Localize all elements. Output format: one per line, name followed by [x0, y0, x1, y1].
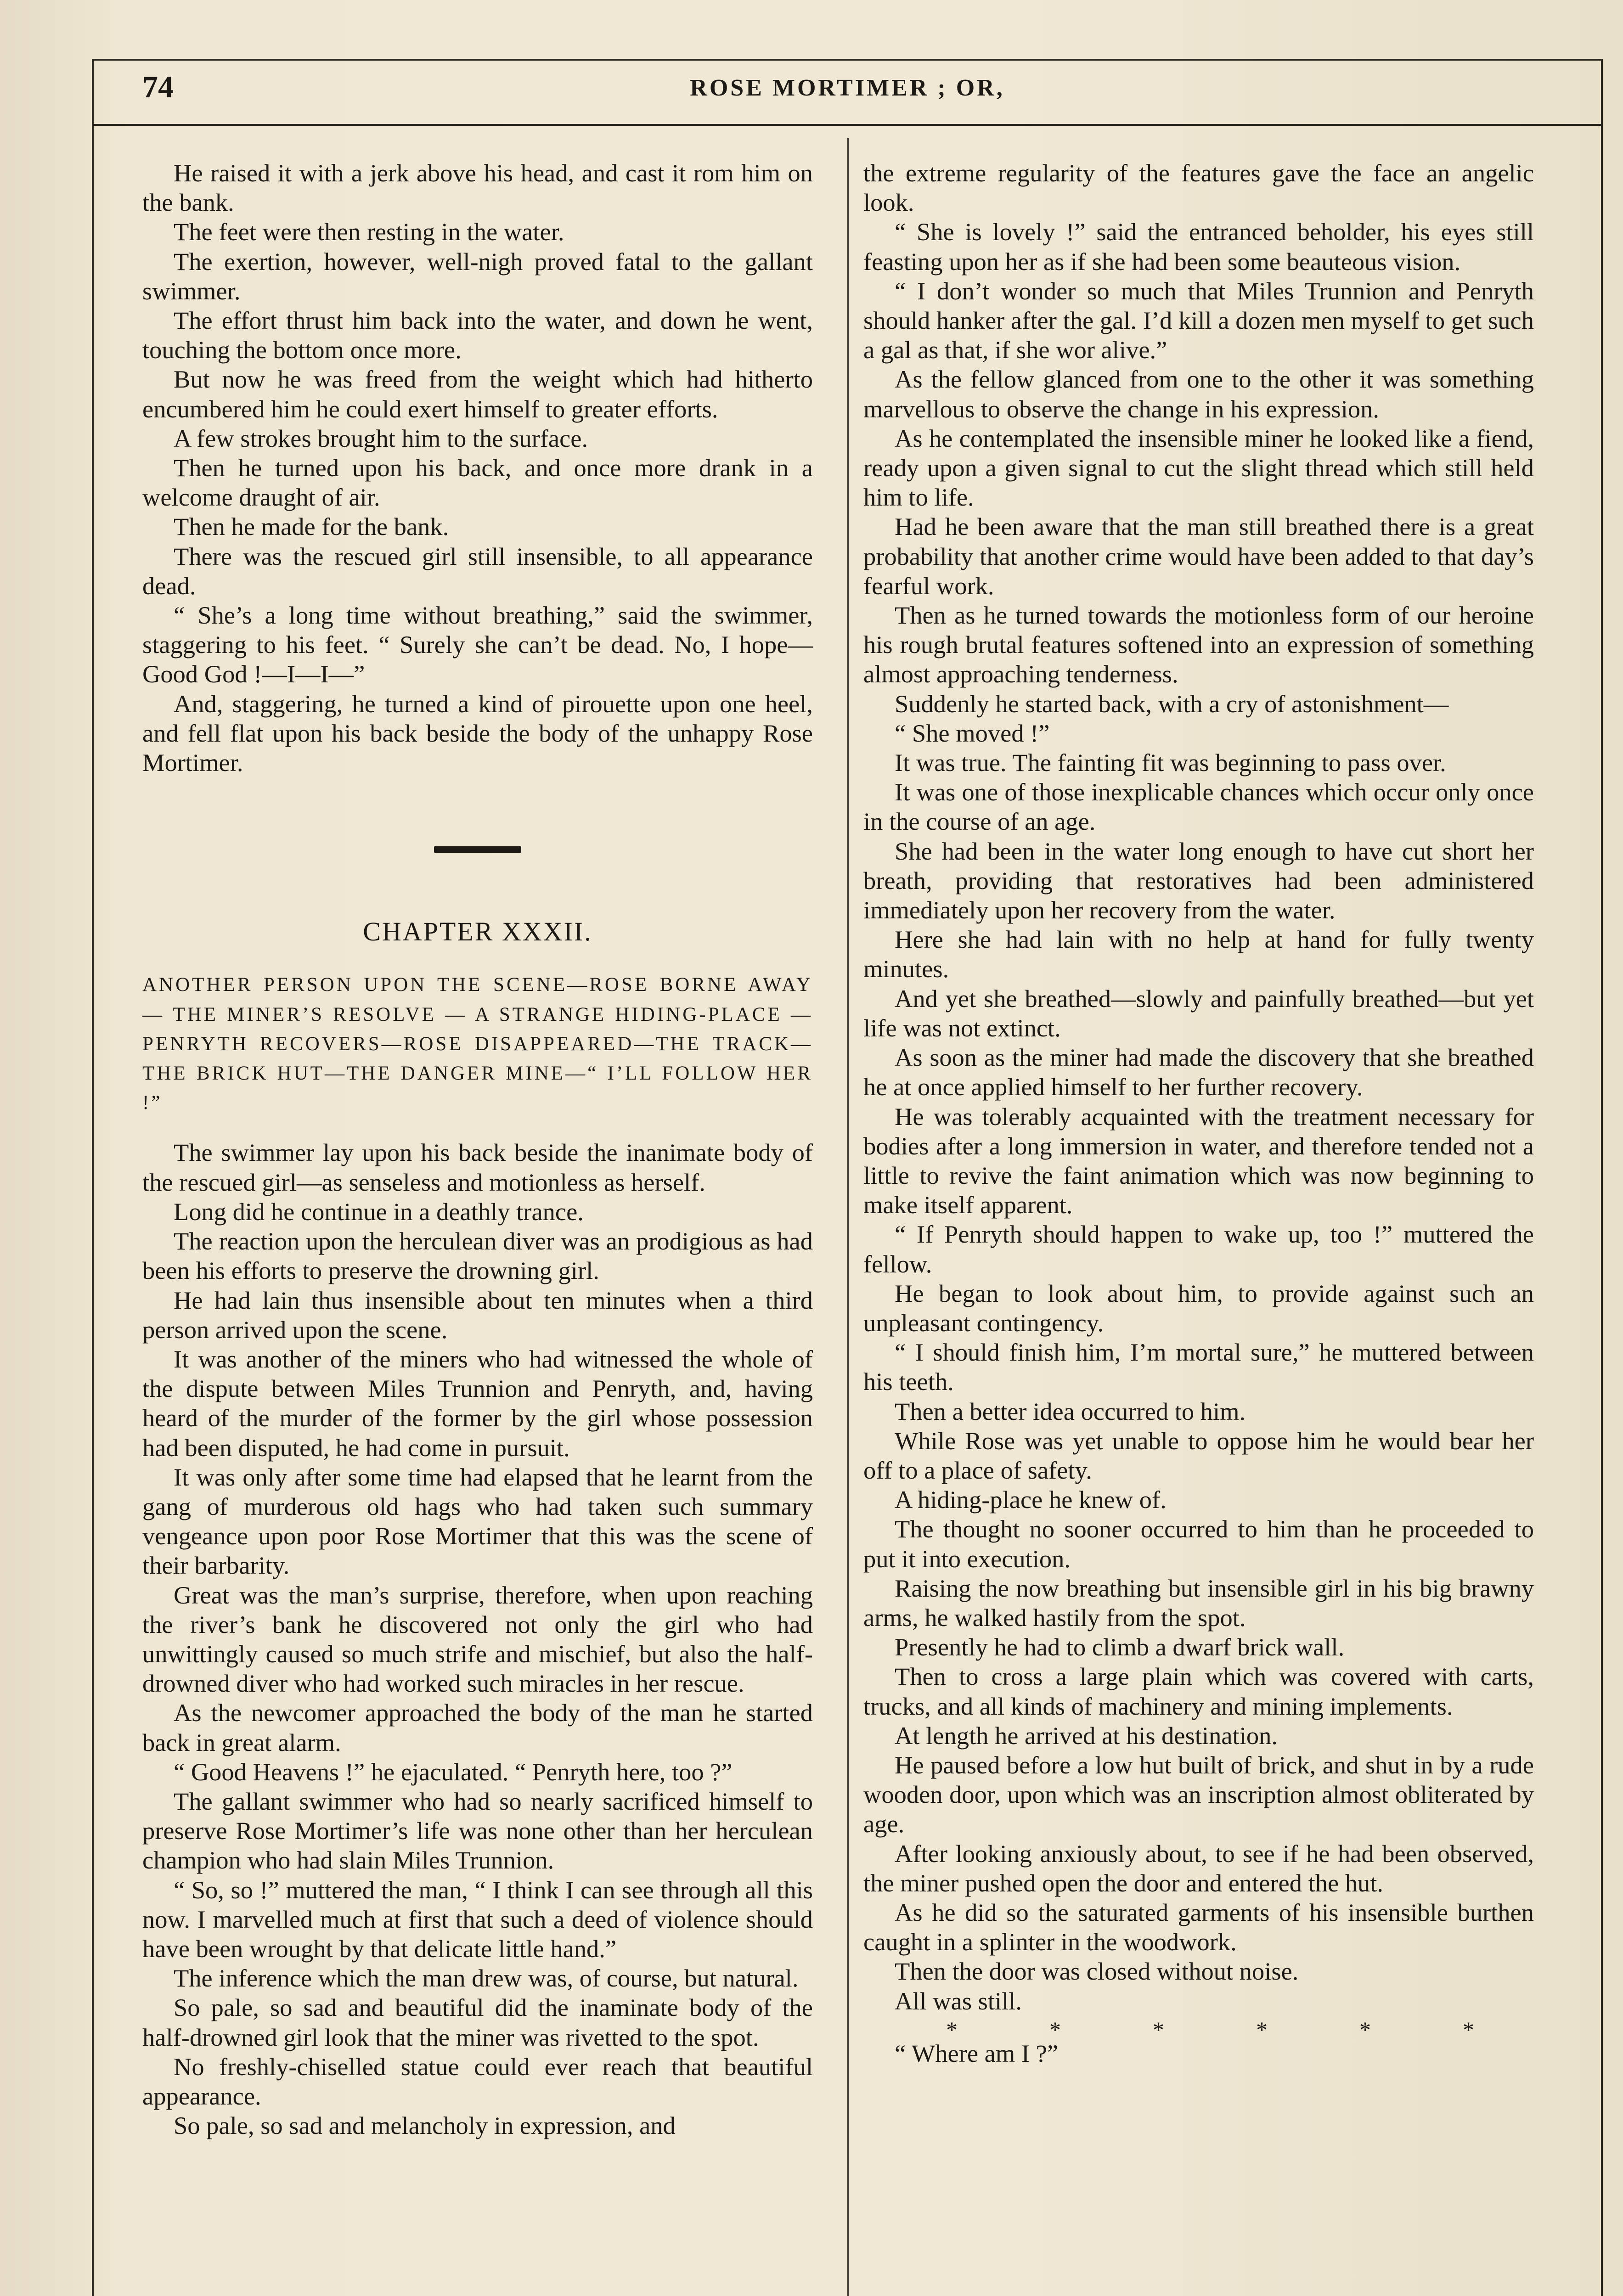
- paragraph: “ Good Heavens !” he ejaculated. “ Penryth here, too ?”: [174, 1757, 733, 1786]
- paragraph: Raising the now breathing but insensible girl in his big brawny arms, he walked hastily from the spot.: [863, 1574, 1534, 1632]
- paragraph: It was only after some time had elapsed that he learnt from the gang of murderous old hags who had taken such summary vengeance upon poor Rose Mortimer that this was the scene of their barbarity.: [142, 1463, 813, 1580]
- continued-paragraph: the extreme regularity of the features gave the face an angelic look.: [863, 159, 1534, 217]
- left-paragraphs-before: [142, 158, 813, 777]
- star-glyph: *: [1153, 2016, 1164, 2043]
- paragraph: The gallant swimmer who had so nearly sacrificed himself to preserve Rose Mortimer’s life was none other than her herculean champion who had slain Miles Trunnion.: [142, 1787, 813, 1874]
- paragraph: The swimmer lay upon his back beside the inanimate body of the rescued girl—as senseless and motionless as herself.: [142, 1138, 813, 1196]
- left-column: [142, 158, 813, 2140]
- paragraph: He raised it with a jerk above his head, and cast it rom him on the bank.: [142, 159, 813, 217]
- paragraph: He was tolerably acquainted with the treatment necessary for bodies after a long immersion in water, and therefore tended not a little to revive the faint animation which was now beginning to make itself apparent.: [863, 1102, 1534, 1219]
- paragraph: She had been in the water long enough to have cut short her breath, providing that restoratives had been administered immediately upon her recovery from the water.: [863, 837, 1534, 924]
- paragraph: Then he turned upon his back, and once more drank in a welcome draught of air.: [142, 454, 813, 512]
- paragraph: Then the door was closed without noise.: [895, 1957, 1299, 1986]
- paragraph: “ So, so !” muttered the man, “ I think I can see through all this now. I marvelled much at first that such a deed of violence should have been wrought by that delicate little hand.”: [142, 1875, 813, 1963]
- paragraph: It was true. The fainting fit was beginning to pass over.: [895, 748, 1446, 777]
- running-head: ROSE MORTIMER ; OR,: [690, 75, 1005, 101]
- paragraph: “ I don’t wonder so much that Miles Trunnion and Penryth should hanker after the gal. I’d kill a dozen men myself to get such a gal as that, if she wor alive.”: [863, 276, 1534, 364]
- paragraph: He paused before a low hut built of brick, and shut in by a rude wooden door, upon which was an inscription almost obliterated by age.: [863, 1750, 1534, 1838]
- header-rule: [92, 124, 1603, 126]
- column-divider: [847, 138, 849, 2296]
- paragraph: The exertion, however, well-nigh proved fatal to the gallant swimmer.: [142, 247, 813, 305]
- paragraph: As the fellow glanced from one to the other it was something marvellous to observe the change in his expression.: [863, 365, 1534, 423]
- star-glyph: *: [1463, 2016, 1474, 2043]
- paragraph: Had he been aware that the man still breathed there is a great probability that another crime would have been added to that day’s fearful work.: [863, 512, 1534, 600]
- section-break-stars: [863, 2016, 1534, 2043]
- page-header: [92, 64, 1603, 115]
- paragraph: The thought no sooner occurred to him than he proceeded to put it into execution.: [863, 1515, 1534, 1573]
- paragraph: At length he arrived at his destination.: [895, 1721, 1278, 1750]
- paragraph: A hiding-place he knew of.: [895, 1486, 1167, 1514]
- paragraph: Long did he continue in a deathly trance.: [174, 1197, 584, 1226]
- chapter-title: CHAPTER XXXII.: [363, 917, 592, 947]
- paragraph: “ She is lovely !” said the entranced beholder, his eyes still feasting upon her as if she had been some beauteous vision.: [863, 218, 1534, 276]
- paragraph: There was the rescued girl still insensible, to all appearance dead.: [142, 542, 813, 600]
- paragraph: So pale, so sad and beautiful did the inaminate body of the half-drowned girl look that the miner was rivetted to the spot.: [142, 1993, 813, 2051]
- paragraph: And, staggering, he turned a kind of pirouette upon one heel, and fell flat upon his back beside the body of the unhappy Rose Mortimer.: [142, 689, 813, 777]
- paragraph: As the newcomer approached the body of the man he started back in great alarm.: [142, 1699, 813, 1756]
- section-separator: [434, 846, 521, 853]
- paragraph: As he contemplated the insensible miner he looked like a fiend, ready upon a given signal to cut the slight thread which still held him to life.: [863, 424, 1534, 512]
- paragraph: The feet were then resting in the water.: [174, 218, 564, 246]
- page-number: 74: [142, 69, 174, 104]
- paragraph: Then as he turned towards the motionless form of our heroine his rough brutal features softened into an expression of something almost approaching tenderness.: [863, 601, 1534, 688]
- paragraph: The reaction upon the herculean diver was an prodigious as had been his efforts to preserve the drowning girl.: [142, 1227, 813, 1285]
- paragraph: “ If Penryth should happen to wake up, too !” muttered the fellow.: [863, 1220, 1534, 1278]
- paragraph: As soon as the miner had made the discovery that she breathed he at once applied himself to her further recovery.: [863, 1043, 1534, 1101]
- paragraph: Presently he had to climb a dwarf brick wall.: [895, 1633, 1345, 1661]
- star-glyph: *: [946, 2016, 958, 2043]
- paragraph: No freshly-chiselled statue could ever reach that beautiful appearance.: [142, 2052, 813, 2110]
- paragraph: The effort thrust him back into the water, and down he went, touching the bottom once more.: [142, 306, 813, 364]
- paragraph: Great was the man’s surprise, therefore, when upon reaching the river’s bank he discovered not only the girl who had unwittingly caused so much strife and mischief, but also the half-drowned diver who had worked such miracles in her rescue.: [142, 1581, 813, 1698]
- paragraph: It was another of the miners who had witnessed the whole of the dispute between Miles Trunnion and Penryth, and, having heard of the murder of the former by the girl whose possession had been disputed, he had come in pursuit.: [142, 1345, 813, 1462]
- paragraph: “ I should finish him, I’m mortal sure,” he muttered between his teeth.: [863, 1338, 1534, 1396]
- paragraph: And yet she breathed—slowly and painfully breathed—but yet life was not extinct.: [863, 984, 1534, 1042]
- paragraph: Suddenly he started back, with a cry of astonishment—: [895, 689, 1449, 718]
- paragraph: As he did so the saturated garments of his insensible burthen caught in a splinter in the woodwork.: [863, 1898, 1534, 1956]
- paragraph: So pale, so sad and melancholy in expression, and: [174, 2111, 676, 2140]
- paragraph: Then to cross a large plain which was covered with carts, trucks, and all kinds of machinery and mining implements.: [863, 1662, 1534, 1720]
- paragraph: Then a better idea occurred to him.: [895, 1397, 1246, 1425]
- star-glyph: *: [1359, 2016, 1371, 2043]
- paragraph: While Rose was yet unable to oppose him he would bear her off to a place of safety.: [863, 1426, 1534, 1484]
- paragraph: It was one of those inexplicable chances which occur only once in the course of an age.: [863, 778, 1534, 836]
- paragraph: “ She’s a long time without breathing,” said the swimmer, staggering to his feet. “ Surely she can’t be dead. No, I hope—Good God !—I—I—”: [142, 601, 813, 688]
- right-column: [863, 158, 1534, 2068]
- left-paragraphs-after: [142, 1138, 813, 2140]
- closing-line: “ Where am I ?”: [895, 2039, 1059, 2067]
- paragraph: A few strokes brought him to the surface.: [174, 424, 588, 452]
- paragraph: Here she had lain with no help at hand for fully twenty minutes.: [863, 925, 1534, 983]
- right-paragraphs: [863, 217, 1534, 2015]
- paragraph: Then he made for the bank.: [174, 512, 449, 541]
- star-glyph: *: [1256, 2016, 1268, 2043]
- paragraph: He began to look about him, to provide against such an unpleasant contingency.: [863, 1279, 1534, 1337]
- paragraph: All was still.: [895, 1986, 1022, 2015]
- paragraph: He had lain thus insensible about ten minutes when a third person arrived upon the scene.: [142, 1286, 813, 1344]
- paragraph: After looking anxiously about, to see if he had been observed, the miner pushed open the door and entered the hut.: [863, 1839, 1534, 1897]
- chapter-synopsis: ANOTHER PERSON UPON THE SCENE—ROSE BORNE AWAY — THE MINER’S RESOLVE — A STRANGE HIDING-PLACE — PENRYTH RECOVERS—ROSE DISAPPEARED—THE TRACK—THE BRICK HUT—THE DANGER MINE—“ I’LL FOLLOW HER !”: [142, 974, 813, 1114]
- paragraph: But now he was freed from the weight which had hitherto encumbered him he could exert himself to greater efforts.: [142, 365, 813, 423]
- paragraph: The inference which the man drew was, of course, but natural.: [174, 1964, 799, 1992]
- paragraph: “ She moved !”: [895, 719, 1050, 747]
- star-glyph: *: [1049, 2016, 1061, 2043]
